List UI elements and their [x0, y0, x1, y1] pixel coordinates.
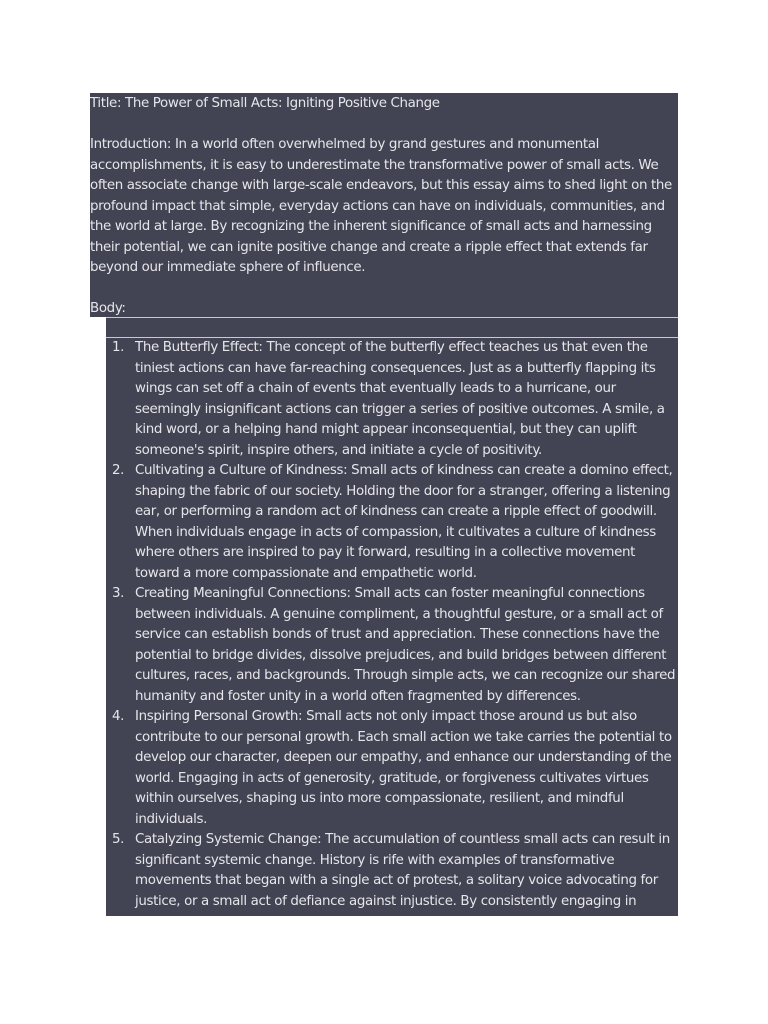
- list-item: [106, 584, 678, 707]
- document-title: Title: The Power of Small Acts: Igniting Positive Change: [90, 96, 440, 111]
- list-item-text: Catalyzing Systemic Change: The accumulation of countless small acts can result in significant systemic change. History is rife with examples of transformative movements that began with a single act of protest, a solitary voice advocating for justice, or a small act of defiance against injustice. By consistently engaging in: [135, 832, 670, 909]
- spacer: [90, 115, 678, 136]
- list-item-text: Inspiring Personal Growth: Small acts not only impact those around us but also contribute to our personal growth. Each small action we take carries the potential to develop our character, deepen our empathy, and enhance our understanding of the world. Engaging in acts of generosity, gratitude, or forgiveness cultivates virtues within ourselves, shaping us into more compassionate, resilient, and mindful individuals.: [135, 709, 672, 827]
- list-item-text: The Butterfly Effect: The concept of the butterfly effect teaches us that even the tiniest actions can have far-reaching consequences. Just as a butterfly flapping its wings can set off a chain of events that eventually leads to a hurricane, our seemingly insignificant actions can trigger a series of positive outcomes. A smile, a kind word, or a helping hand might appear inconsequential, but they can uplift someone's spirit, inspire others, and initiate a cycle of positivity.: [135, 340, 665, 458]
- list-item-number: 1.: [112, 340, 125, 355]
- list-item-number: 5.: [112, 832, 125, 847]
- list-item: [106, 830, 678, 912]
- list-item-text: Creating Meaningful Connections: Small acts can foster meaningful connections between individuals. A genuine compliment, a thoughtful gesture, or a small act of service can establish bonds of trust and appreciation. These connections have the potential to bridge divides, dissolve prejudices, and build bridges between different cultures, races, and backgrounds. Through simple acts, we can recognize our shared humanity and foster unity in a world often fragmented by differences.: [135, 586, 676, 704]
- list-item-number: 4.: [112, 709, 125, 724]
- list-item-text: Cultivating a Culture of Kindness: Small acts of kindness can create a domino effect, shaping the fabric of our society. Holding the door for a stranger, offering a listening ear, or performing a random act of kindness can create a ripple effect of goodwill. When individuals engage in acts of compassion, it cultivates a culture of kindness where others are inspired to pay it forward, resulting in a collective movement toward a more compassionate and empathetic world.: [135, 463, 673, 581]
- list-item: [106, 707, 678, 830]
- spacer: [90, 279, 678, 300]
- intro-panel: [90, 93, 678, 317]
- list-item-number: 2.: [112, 463, 125, 478]
- introduction-paragraph: Introduction: In a world often overwhelmed by grand gestures and monumental accomplishments, it is easy to underestimate the transformative power of small acts. We often associate change with large-scale endeavors, but this essay aims to shed light on the profound impact that simple, everyday actions can have on individuals, communities, and the world at large. By recognizing the inherent significance of small acts and harnessing their potential, we can ignite positive change and create a ripple effect that extends far beyond our immediate sphere of influence.: [90, 137, 672, 275]
- list-header-strip: [106, 317, 678, 338]
- list-item: [106, 461, 678, 584]
- list-item-number: 3.: [112, 586, 125, 601]
- body-label: Body:: [90, 301, 126, 316]
- numbered-list: [106, 338, 678, 912]
- list-item: [106, 338, 678, 461]
- numbered-list-panel: [106, 338, 678, 916]
